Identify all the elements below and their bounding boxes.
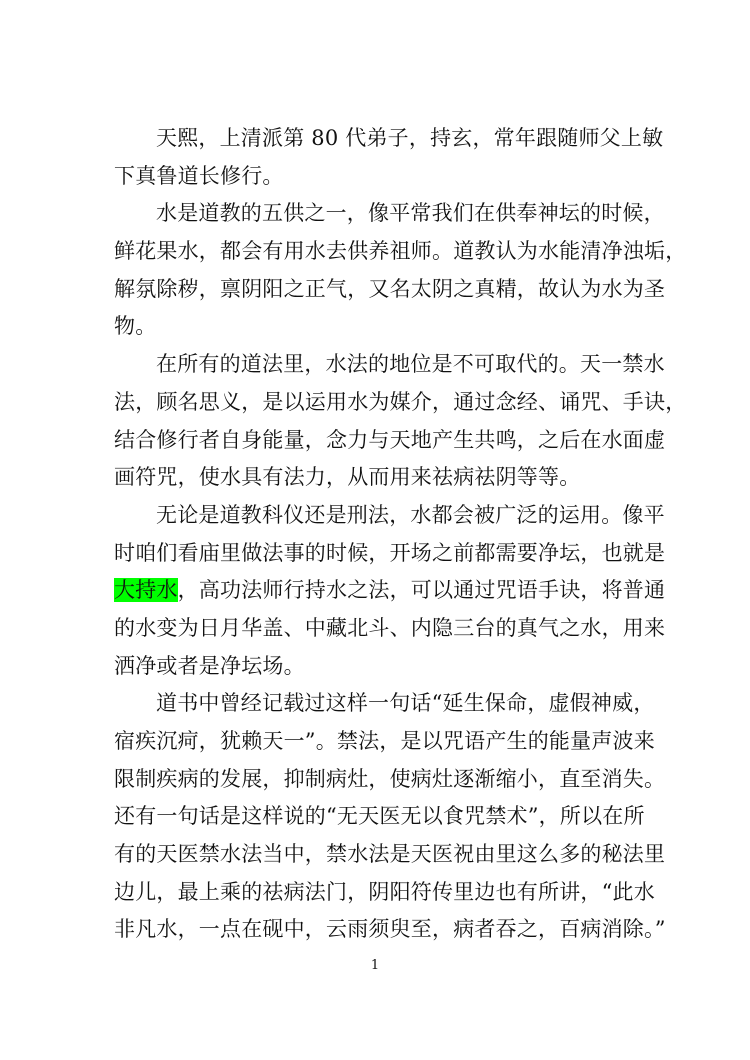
body-text bbox=[114, 120, 687, 949]
text-line: 水是道教的五供之一，像平常我们在供奉神坛的时候， bbox=[156, 201, 665, 226]
text-line: 的水变为日月华盖、中藏北斗、内隐三台的真气之水，用来 bbox=[114, 615, 666, 640]
text-line: 下真鲁道长修行。 bbox=[114, 163, 284, 188]
text-line: 道书中曾经记载过这样一句话“延生保命，虚假神威， bbox=[156, 691, 655, 716]
text-line: 限制疾病的发展，抑制病灶，使病灶逐渐缩小，直至消失。 bbox=[114, 766, 666, 791]
text-line: 法，顾名思义，是以运用水为媒介，通过念经、诵咒、手诀， bbox=[114, 389, 687, 414]
text-line: 洒净或者是净坛场。 bbox=[114, 653, 305, 678]
text-line: 物。 bbox=[114, 314, 157, 339]
text-line: 还有一句话是这样说的“无天医无以食咒禁术”，所以在所 bbox=[114, 804, 645, 829]
text-line: 结合修行者自身能量，念力与天地产生共鸣，之后在水面虚 bbox=[114, 427, 666, 452]
text-line: 时咱们看庙里做法事的时候，开场之前都需要净坛，也就是 bbox=[114, 540, 666, 565]
text-line: 宿疾沉疴，犹赖天一”。禁法，是以咒语产生的能量声波来 bbox=[114, 729, 655, 753]
highlighted-text: 大持水 bbox=[114, 578, 178, 603]
text-line: 非凡水，一点在砚中，云雨须臾至，病者吞之，百病消除。” bbox=[114, 917, 666, 942]
text-segment: ，高功法师行持水之法，可以通过咒语手诀，将普通 bbox=[177, 578, 666, 603]
text-line: 鲜花果水，都会有用水去供养祖师。道教认为水能清净浊垢， bbox=[114, 239, 687, 264]
text-line: 有的天医禁水法当中，禁水法是天医祝由里这么多的秘法里 bbox=[114, 842, 666, 867]
text-line: 在所有的道法里，水法的地位是不可取代的。天一禁水 bbox=[156, 352, 665, 377]
text-line: 天熙，上清派第 80 代弟子，持玄，常年跟随师父上敏 bbox=[156, 126, 664, 150]
text-line bbox=[114, 572, 666, 610]
text-line: 画符咒，使水具有法力，从而用来祛病祛阴等等。 bbox=[114, 465, 581, 490]
text-line: 边儿，最上乘的祛病法门，阴阳符传里边也有所讲，“此水 bbox=[114, 879, 655, 904]
page-number: 1 bbox=[370, 958, 380, 973]
text-line: 解氛除秽，禀阴阳之正气，又名太阴之真精，故认为水为圣 bbox=[114, 276, 666, 301]
text-line: 无论是道教科仪还是刑法，水都会被广泛的运用。像平 bbox=[156, 502, 665, 527]
